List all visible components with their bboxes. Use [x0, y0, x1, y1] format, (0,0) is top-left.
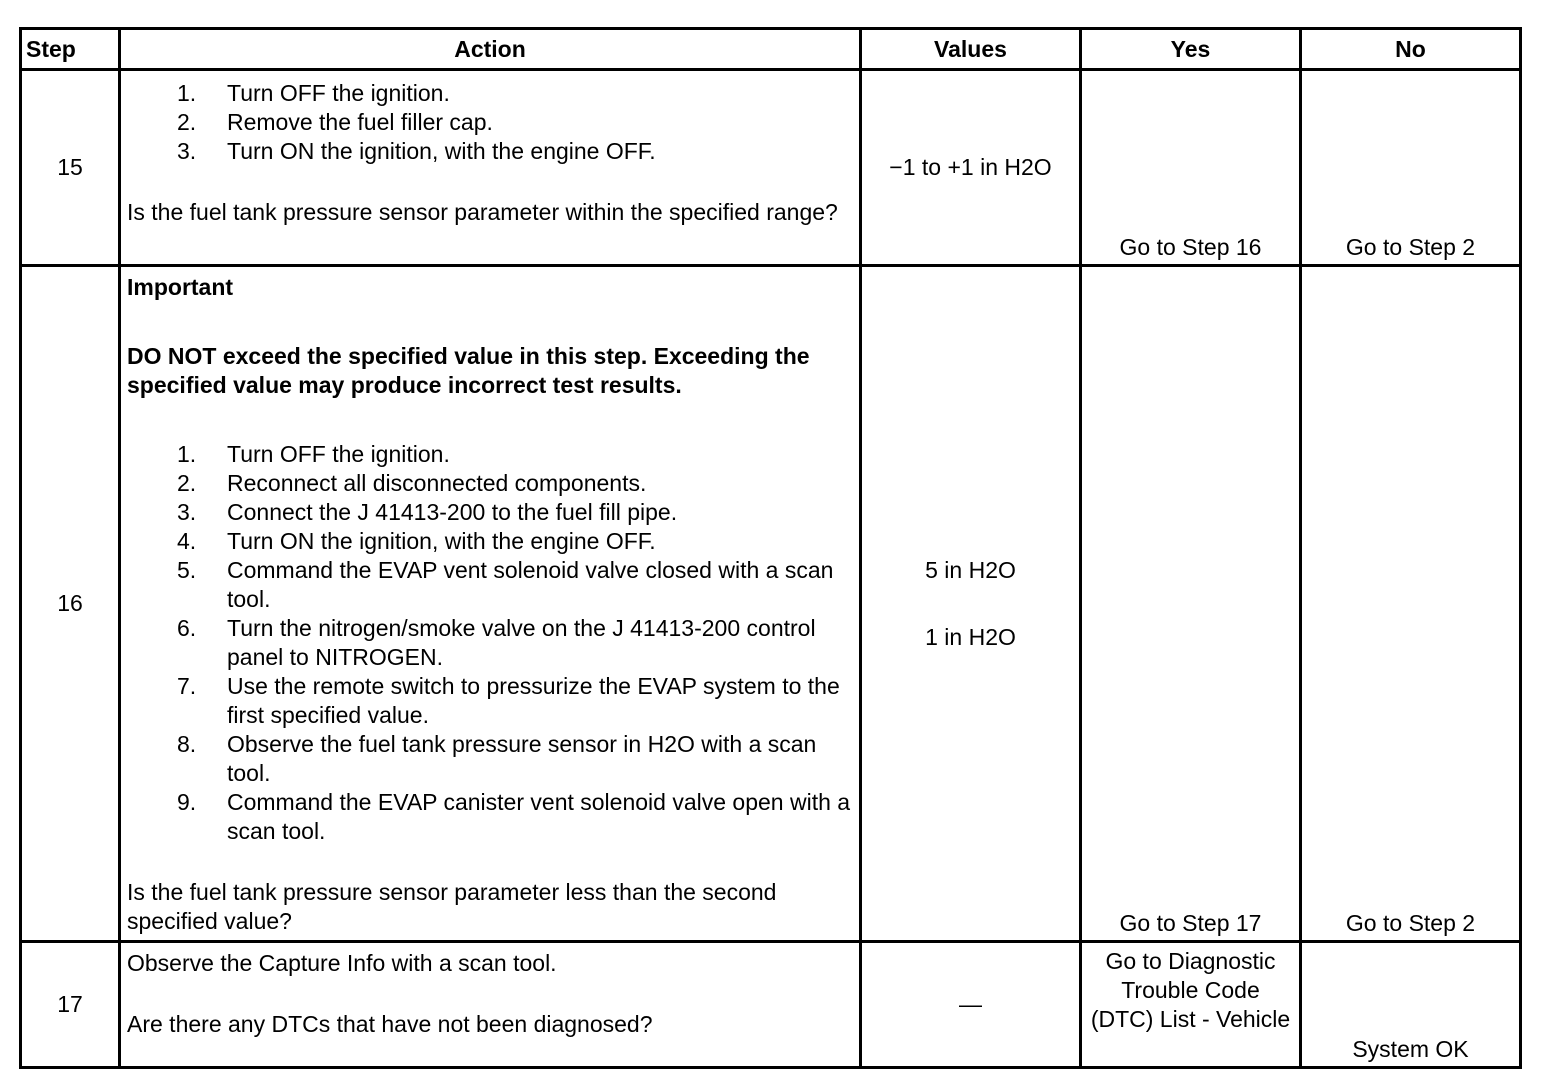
list-item: 2. Reconnect all disconnected components. — [177, 470, 647, 496]
no-cell: Go to Step 2 — [1301, 70, 1521, 266]
value-text: −1 to +1 in H2O — [889, 154, 1052, 180]
values-cell — [861, 266, 1081, 942]
table-row-step-17 — [21, 942, 1521, 1068]
header-row — [21, 29, 1521, 70]
list-item: 3. Turn ON the ignition, with the engine OFF. — [177, 138, 656, 164]
table-row-step-15 — [21, 70, 1521, 266]
value-text-first: 5 in H2O — [925, 556, 1016, 583]
value-text: — — [959, 991, 982, 1017]
header-action: Action — [120, 29, 861, 70]
list-item: 5. Command the EVAP vent solenoid valve closed with a scan tool. — [177, 557, 834, 612]
instruction-text: Observe the Capture Info with a scan tool. — [127, 950, 557, 976]
step-list — [127, 440, 855, 846]
table-row-step-16 — [21, 266, 1521, 942]
yes-cell: Go to Step 17 — [1081, 266, 1301, 942]
important-text: DO NOT exceed the specified value in this step. Exceeding the specified value may produce incorrect test results. — [127, 343, 810, 398]
list-item: 2. Remove the fuel filler cap. — [177, 109, 493, 135]
action-cell — [120, 942, 861, 1068]
no-cell: Go to Step 2 — [1301, 266, 1521, 942]
action-cell — [120, 70, 861, 266]
header-no: No — [1301, 29, 1521, 70]
no-cell: System OK — [1301, 942, 1521, 1068]
list-item: 9. Command the EVAP canister vent solenoid valve open with a scan tool. — [177, 789, 851, 844]
step-list — [127, 79, 855, 166]
list-item: 3. Connect the J 41413-200 to the fuel fill pipe. — [177, 499, 678, 525]
header-values: Values — [861, 29, 1081, 70]
values-cell — [861, 70, 1081, 266]
question-text: Are there any DTCs that have not been diagnosed? — [127, 1011, 653, 1037]
values-cell — [861, 942, 1081, 1068]
dtc-list-link: Go to Diagnostic Trouble Code (DTC) List - Vehicle — [1090, 948, 1291, 1032]
step-number: 17 — [21, 942, 120, 1068]
list-item: 8. Observe the fuel tank pressure sensor in H2O with a scan tool. — [177, 731, 817, 786]
list-item: 4. Turn ON the ignition, with the engine OFF. — [177, 528, 656, 554]
header-yes: Yes — [1081, 29, 1301, 70]
list-item: 1. Turn OFF the ignition. — [177, 80, 450, 106]
important-title: Important — [127, 274, 234, 300]
question-text: Is the fuel tank pressure sensor parameter less than the second specified value? — [127, 879, 777, 934]
header-step: Step — [21, 29, 120, 70]
action-cell — [120, 266, 861, 942]
list-item: 7. Use the remote switch to pressurize the EVAP system to the first specified value. — [177, 673, 840, 728]
list-item: 6. Turn the nitrogen/smoke valve on the J 41413-200 control panel to NITROGEN. — [177, 615, 816, 670]
list-item: 1. Turn OFF the ignition. — [177, 441, 450, 467]
value-text-second: 1 in H2O — [925, 623, 1016, 650]
question-text: Is the fuel tank pressure sensor parameter within the specified range? — [127, 199, 838, 225]
step-number: 16 — [21, 266, 120, 942]
diagnostic-table — [19, 27, 1522, 1069]
step-number: 15 — [21, 70, 120, 266]
yes-cell: Go to Step 16 — [1081, 70, 1301, 266]
yes-cell — [1081, 942, 1301, 1068]
